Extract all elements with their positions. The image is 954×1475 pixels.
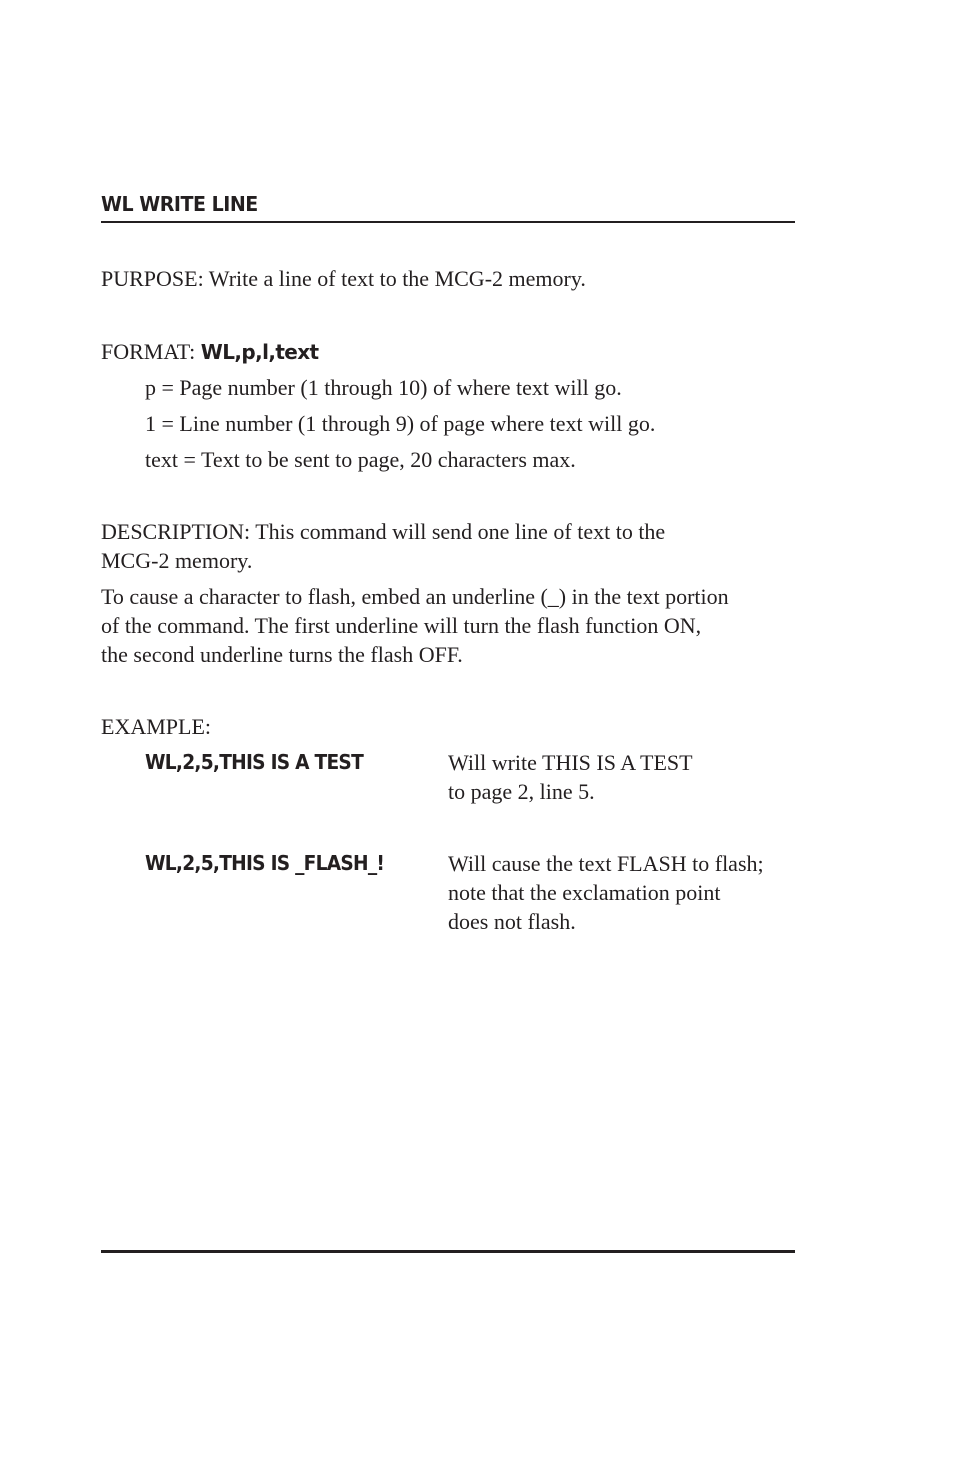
format-param-text: text = Text to be sent to page, 20 characters max. bbox=[145, 447, 576, 472]
flash-line-1: To cause a character to flash, embed an underline (_) in the text portion bbox=[101, 584, 729, 609]
example-desc-1-line-2: to page 2, line 5. bbox=[448, 779, 595, 804]
format-command: WL,p,l,text bbox=[200, 340, 319, 364]
format-label: FORMAT: bbox=[101, 339, 201, 364]
description-line-2: MCG-2 memory. bbox=[101, 548, 253, 573]
purpose-text: PURPOSE: Write a line of text to the MCG-2 memory. bbox=[101, 266, 586, 291]
description-line-1: DESCRIPTION: This command will send one line of text to the bbox=[101, 519, 666, 544]
example-command-1: WL,2,5,THIS IS A TEST bbox=[145, 750, 364, 774]
heading-divider bbox=[101, 221, 795, 223]
flash-line-3: the second underline turns the flash OFF. bbox=[101, 642, 463, 667]
example-desc-2-line-3: does not flash. bbox=[448, 909, 576, 934]
example-command-2: WL,2,5,THIS IS _FLASH_! bbox=[145, 851, 385, 875]
example-label: EXAMPLE: bbox=[101, 714, 211, 739]
flash-line-2: of the command. The first underline will turn the flash function ON, bbox=[101, 613, 702, 638]
footer-divider bbox=[101, 1250, 795, 1253]
example-desc-2-line-2: note that the exclamation point bbox=[448, 880, 721, 905]
section-heading: WL WRITE LINE bbox=[101, 192, 258, 216]
format-param-page: p = Page number (1 through 10) of where text will go. bbox=[145, 375, 622, 400]
format-line bbox=[101, 337, 319, 367]
example-desc-2-line-1: Will cause the text FLASH to flash; bbox=[448, 851, 764, 876]
format-param-line: 1 = Line number (1 through 9) of page where text will go. bbox=[145, 411, 656, 436]
example-desc-1-line-1: Will write THIS IS A TEST bbox=[448, 750, 693, 775]
